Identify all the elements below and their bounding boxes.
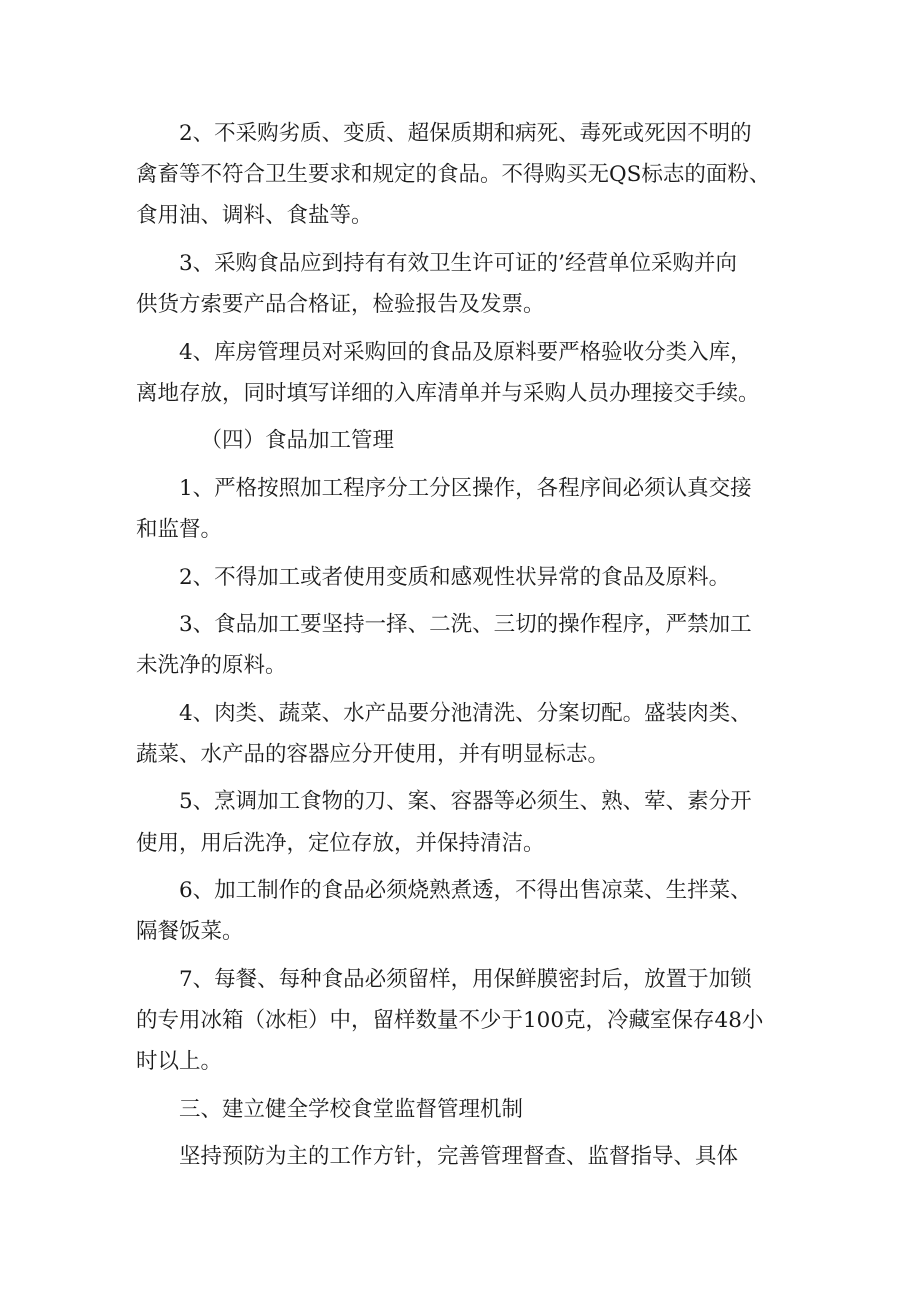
text-line: 2、不采购劣质、变质、超保质期和病死、毒死或死因不明的 bbox=[179, 121, 752, 146]
section-subheading bbox=[136, 420, 804, 461]
text-line: 的专用冰箱（冰柜）中，留样数量不少于100克，冷藏室保存48小 bbox=[136, 1008, 764, 1034]
text-line: 7、每餐、每种食品必须留样，用保鲜膜密封后，放置于加锁 bbox=[179, 966, 752, 992]
text-line: 3、食品加工要坚持一择、二洗、三切的操作程序，严禁加工 bbox=[179, 612, 752, 638]
text-line: 食用油、调料、食盐等。 bbox=[136, 203, 373, 229]
paragraph-mechanism bbox=[136, 1136, 804, 1177]
text-line: 蔬菜、水产品的容器应分开使用，并有明显标志。 bbox=[136, 741, 610, 767]
heading-text: 三、建立健全学校食堂监督管理机制 bbox=[179, 1096, 524, 1122]
document-body bbox=[136, 113, 804, 1177]
paragraph-process-1 bbox=[136, 468, 804, 550]
section-heading bbox=[136, 1089, 804, 1130]
paragraph-process-6 bbox=[136, 870, 804, 952]
text-line: 1、严格按照加工程序分工分区操作，各程序间必须认真交接 bbox=[179, 475, 752, 501]
text-line: 使用，用后洗净，定位存放，并保持清洁。 bbox=[136, 830, 545, 856]
text-line: 和监督。 bbox=[136, 517, 223, 543]
text-line: 离地存放，同时填写详细的入库清单并与采购人员办理接交手续。 bbox=[136, 380, 760, 406]
paragraph-process-7 bbox=[136, 959, 804, 1083]
text-line: 2、不得加工或者使用变质和感观性状异常的食品及原料。 bbox=[179, 564, 731, 590]
paragraph-purchase-4 bbox=[136, 332, 804, 414]
text-line: 坚持预防为主的工作方针，完善管理督查、监督指导、具体 bbox=[179, 1144, 739, 1170]
text-line: 时以上。 bbox=[136, 1049, 223, 1075]
paragraph-process-4 bbox=[136, 693, 804, 775]
paragraph-purchase-3 bbox=[136, 243, 804, 325]
text-line: 6、加工制作的食品必须烧熟煮透，不得出售凉菜、生拌菜、 bbox=[179, 878, 752, 904]
text-line: 供货方索要产品合格证，检验报告及发票。 bbox=[136, 292, 545, 318]
text-line: 4、库房管理员对采购回的食品及原料要严格验收分类入库， bbox=[179, 339, 752, 365]
text-line: 未洗净的原料。 bbox=[136, 653, 287, 679]
text-line: 禽畜等不符合卫生要求和规定的食品。不得购买无QS标志的面粉、 bbox=[136, 162, 771, 188]
text-line: 3、采购食品应到持有有效卫生许可证的’经营单位采购并向 bbox=[179, 250, 738, 276]
paragraph-process-3 bbox=[136, 604, 804, 686]
paragraph-process-5 bbox=[136, 781, 804, 863]
text-line: 隔餐饭菜。 bbox=[136, 919, 244, 945]
paragraph-purchase-2 bbox=[136, 113, 804, 237]
text-line: 5、烹调加工食物的刀、案、容器等必须生、熟、荤、素分开 bbox=[179, 789, 752, 815]
text-line: 4、肉类、蔬菜、水产品要分池清洗、分案切配。盛装肉类、 bbox=[179, 700, 752, 726]
subheading-text: （四）食品加工管理 bbox=[200, 428, 395, 454]
paragraph-process-2 bbox=[136, 557, 804, 598]
